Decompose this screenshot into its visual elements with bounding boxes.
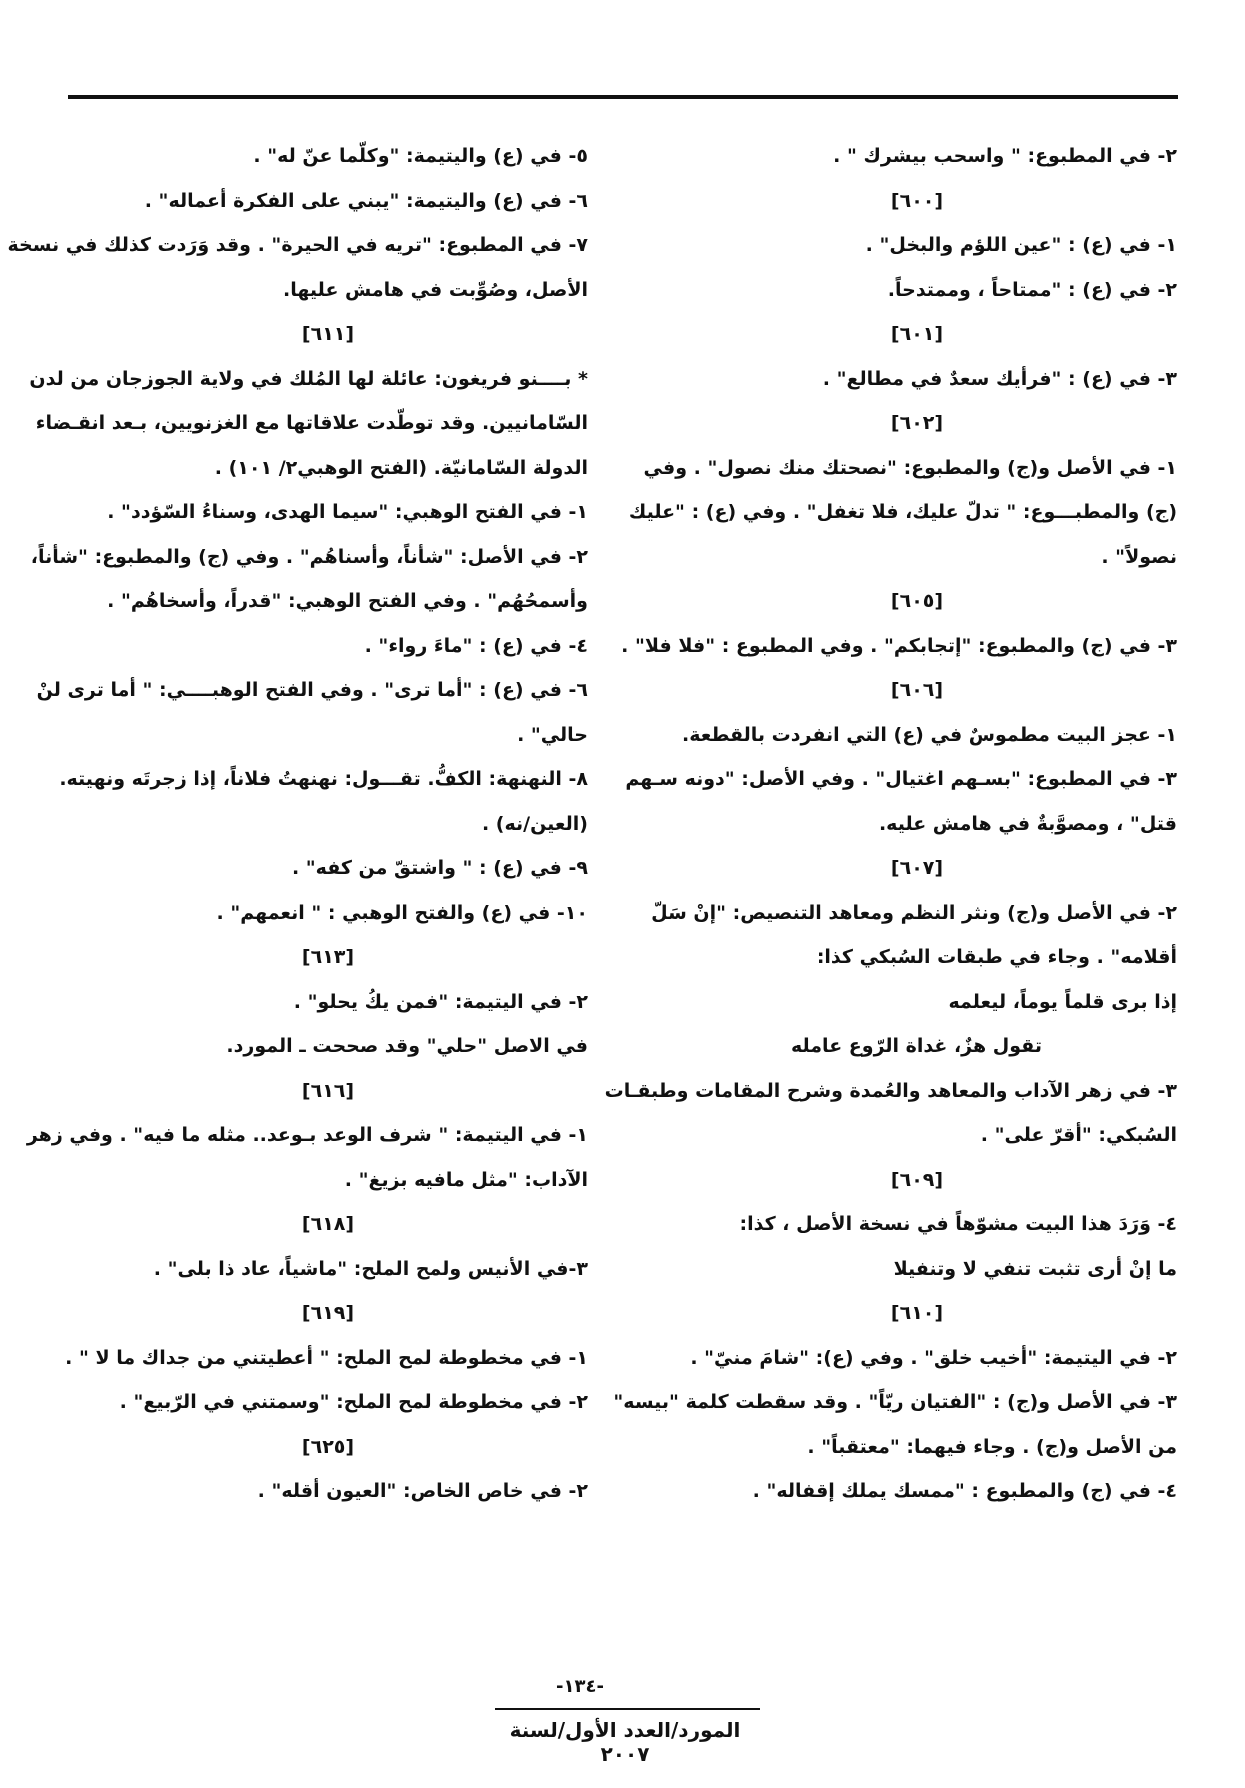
footnote-line: الآداب: "مثل مافيه بزيغ" . bbox=[344, 1168, 588, 1191]
footnote-line: في الاصل "حلي" وقد صححت ـ المورد. bbox=[226, 1035, 588, 1057]
section-number: [٦٠٥] bbox=[890, 590, 944, 612]
section-number: [٦١٩] bbox=[301, 1302, 355, 1324]
footnote-line: ٥- في (ع) واليتيمة: "وكلّما عنّ له" . bbox=[253, 145, 588, 167]
section-number: [٦٠٢] bbox=[890, 412, 944, 434]
footnote-line: ما إنْ أرى تثبت تنفي لا وتنفيلا bbox=[893, 1257, 1177, 1280]
footnote-line: السُبكي: "أقرّ على" . bbox=[980, 1124, 1177, 1146]
footnote-line: ٢- في اليتيمة: "فمن يكُ يحلو" . bbox=[293, 990, 588, 1013]
footnote-line: ١- في مخطوطة لمح الملح: " أعطيتني من جداك ما لا " . bbox=[65, 1346, 588, 1369]
footnote-line: ٢- في (ع) : "ممتاحاً ، وممتدحاً. bbox=[887, 278, 1177, 301]
footnote-line: ١٠- في (ع) والفتح الوهبي : " انعمهم" . bbox=[216, 901, 588, 924]
footnote-line: ٢- في الأصل و(ج) ونثر النظم ومعاهد التنصيص: "إنْ سَلّ bbox=[651, 901, 1177, 924]
footnote-line: ٢- في خاص الخاص: "العيون أقله" . bbox=[257, 1480, 588, 1502]
section-number: [٦٠١] bbox=[890, 323, 944, 345]
footnote-line: ١- عجز البيت مطموسٌ في (ع) التي انفردت بالقطعة. bbox=[682, 723, 1177, 746]
section-number: [٦٠٩] bbox=[890, 1168, 944, 1191]
footnote-line: ٤- في (ج) والمطبوع : "ممسك يملك إقفاله" . bbox=[752, 1480, 1177, 1502]
footnote-line: ٣- في (ج) والمطبوع: "إتجابكم" . وفي المطبوع : "فلا فلا" . bbox=[621, 634, 1177, 657]
section-number: [٦٠٠] bbox=[890, 189, 944, 212]
section-number: [٦١٨] bbox=[301, 1213, 355, 1235]
section-number: [٦١٠] bbox=[890, 1302, 944, 1324]
footnote-line: ٩- في (ع) : " واشتقّ من كفه" . bbox=[291, 857, 588, 879]
journal-footer: المورد/العدد الأول/لسنة ٢٠٠٧ bbox=[509, 1718, 741, 1766]
footnote-line: إذا برى قلماً يوماً، ليعلمه bbox=[948, 990, 1177, 1013]
footnote-line: ٧- في المطبوع: "تريه في الحيرة" . وقد وَرَدت كذلك في نسخة bbox=[7, 234, 588, 256]
footnote-line: ٢- في اليتيمة: "أخيب خلق" . وفي (ع): "شامَ منيّ" . bbox=[690, 1346, 1177, 1369]
footnote-line: قتل" ، ومصوَّبةٌ في هامش عليه. bbox=[878, 812, 1177, 835]
footnote-line: أقلامه" . وجاء في طبقات السُبكي كذا: bbox=[816, 946, 1177, 968]
section-number: [٦١١] bbox=[301, 323, 355, 345]
section-number: [٦٢٥] bbox=[301, 1435, 355, 1458]
right-column bbox=[604, 134, 1177, 1514]
footnote-line: ١- في (ع) : "عين اللؤم والبخل" . bbox=[865, 234, 1177, 256]
footnote-line: حالي" . bbox=[517, 723, 588, 746]
footnote-line: ٤- وَرَدَ هذا البيت مشوّهاً في نسخة الأصل ، كذا: bbox=[739, 1213, 1177, 1235]
footer-rule bbox=[495, 1708, 760, 1710]
page-number: -١٣٤- bbox=[556, 1676, 604, 1697]
section-number: [٦١٣] bbox=[301, 946, 355, 968]
header-rule bbox=[68, 95, 1178, 99]
footnote-line: * بــــنو فريغون: عائلة لها المُلك في ولاية الجوزجان من لدن bbox=[29, 367, 588, 390]
footnote-line: ٣- في (ع) : "فرأيك سعدٌ في مطالع" . bbox=[822, 367, 1177, 390]
left-column bbox=[7, 134, 588, 1514]
footnote-line: ٤- في (ع) : "ماءَ رواء" . bbox=[364, 634, 588, 657]
footnote-line: (العين/نه) . bbox=[481, 812, 588, 835]
footnote-line: ٣- في الأصل و(ج) : "الفتيان ريّاً" . وقد سقطت كلمة "بيسه" bbox=[613, 1391, 1177, 1413]
footnote-line: ١- في اليتيمة: " شرف الوعد بـوعد.. مثله ما فيه" . وفي زهر bbox=[26, 1124, 588, 1146]
footnote-line: ٣- في زهر الآداب والمعاهد والعُمدة وشرح المقامات وطبقـات bbox=[604, 1079, 1177, 1102]
footnote-line: من الأصل و(ج) . وجاء فيهما: "معتقباً" . bbox=[807, 1435, 1177, 1458]
section-number: [٦٠٧] bbox=[890, 857, 944, 879]
footnote-line: ١- في الفتح الوهبي: "سيما الهدى، وسناءُ السّؤدد" . bbox=[107, 501, 588, 523]
footnote-line: ٦- في (ع) : "أما ترى" . وفي الفتح الوهبــــي: " أما ترى لنْ bbox=[36, 679, 588, 701]
footnote-line: ٢- في المطبوع: " واسحب بيشرك " . bbox=[833, 145, 1177, 167]
footnote-line: ١- في الأصل و(ج) والمطبوع: "نصحتك منك نصول" . وفي bbox=[643, 456, 1177, 479]
footnote-line: ٣- في المطبوع: "بسـهم اغتيال" . وفي الأصل: "دونه سـهم bbox=[625, 768, 1177, 790]
footnote-line: الدولة السّامانيّة. (الفتح الوهبي٢/ ١٠١) . bbox=[214, 456, 588, 479]
footnote-line: نصولاً" . bbox=[1101, 545, 1177, 568]
footnote-line: ٢- في مخطوطة لمح الملح: "وسمتني في الرّبيع" . bbox=[119, 1391, 588, 1413]
footnote-line: ٢- في الأصل: "شأناً، وأسناهُم" . وفي (ج) والمطبوع: "شأناً، bbox=[30, 545, 588, 568]
section-number: [٦٠٦] bbox=[890, 679, 944, 701]
footnote-line: (ج) والمطبـــوع: " تدلّ عليك، فلا تغفل" . وفي (ع) : "عليك bbox=[628, 501, 1177, 523]
footnote-line: ٣-في الأنيس ولمح الملح: "ماشياً، عاد ذا بلى" . bbox=[153, 1257, 588, 1280]
footnote-line: ٨- النهنهة: الكفُّ. تقـــول: نهنهتُ فلاناً، إذا زجرتَه ونهيته. bbox=[59, 768, 588, 790]
section-number: [٦١٦] bbox=[301, 1079, 355, 1102]
footnote-line: وأسمحُهُم" . وفي الفتح الوهبي: "قدراً، وأسخاهُم" . bbox=[107, 590, 588, 612]
footnote-line: الأصل، وصُوِّبت في هامش عليها. bbox=[283, 278, 588, 301]
footnote-line: تقول هزٌ، غداة الرّوع عامله bbox=[791, 1035, 1042, 1057]
footnote-line: ٦- في (ع) واليتيمة: "يبني على الفكرة أعماله" . bbox=[144, 189, 588, 212]
footnote-line: السّامانيين. وقد توطّدت علاقاتها مع الغزنويين، بـعد انقـضاء bbox=[35, 412, 588, 434]
